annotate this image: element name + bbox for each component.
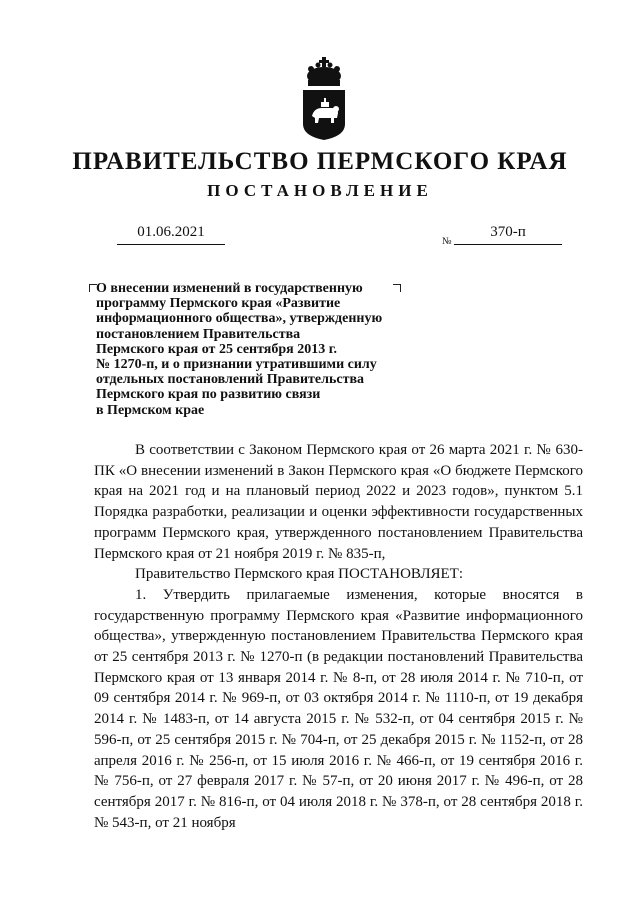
perm-krai-coat-of-arms-icon bbox=[300, 52, 348, 144]
document-date: 01.06.2021 bbox=[117, 224, 225, 245]
body-paragraph-preamble: В соответствии с Законом Пермского края от 26 марта 2021 г. № 630-ПК «О внесении изменений в Закон Пермского края «О бюджете Пермского края на 2021 год и на плановый период 2022 и 2023 годов», пунктом 5.1 Порядка разработки, реализации и оценки эффективности государственных программ Пермского края, утвержденного постановлением Правительства Пермского края от 21 ноября 2019 г. № 835-п, bbox=[94, 442, 583, 562]
document-body bbox=[94, 440, 583, 833]
body-paragraph-resolves: Правительство Пермского края ПОСТАНОВЛЯЕТ: bbox=[135, 566, 464, 583]
number-sign: № bbox=[442, 236, 452, 247]
body-paragraph-item-1: 1. Утвердить прилагаемые изменения, которые вносятся в государственную программу Пермского края «Развитие информационного общества», утвержденную постановлением Правительства Пермского края от 25 сентября 2013 г. № 1270-п (в редакции постановлений Правительства Пермского края от 13 января 2014 г. № 8-п, от 28 июля 2014 г. № 710-п, от 09 сентября 2014 г. № 969-п, от 03 октября 2014 г. № 1110-п, от 19 декабря 2014 г. № 1483-п, от 14 августа 2015 г. № 532-п, от 04 сентября 2015 г. № 596-п, от 25 сентября 2015 г. № 704-п, от 25 декабря 2015 г. № 1152-п, от 28 апреля 2016 г. № 256-п, от 15 июля 2016 г. № 466-п, от 19 сентября 2016 г. № 756-п, от 27 февраля 2017 г. № 57-п, от 20 июня 2017 г. № 496-п, от 28 сентября 2017 г. № 816-п, от 04 июля 2018 г. № 378-п, от 28 сентября 2018 г. № 543-п, от 21 ноября bbox=[94, 586, 583, 831]
document-type: ПОСТАНОВЛЕНИЕ bbox=[207, 181, 433, 200]
page-title: ПРАВИТЕЛЬСТВО ПЕРМСКОГО КРАЯ bbox=[72, 148, 568, 175]
document-subject: О внесении изменений в государственную программу Пермского края «Развитие информационного общества», утвержденную постановлением Правительства Пермского края от 25 сентября 2013 г. № 1270-п, и о признании утратившими силу отдельных постановлений Правительства Пермского края по развитию связи в Пермском крае bbox=[96, 281, 383, 418]
document-number: 370-п bbox=[454, 224, 562, 245]
